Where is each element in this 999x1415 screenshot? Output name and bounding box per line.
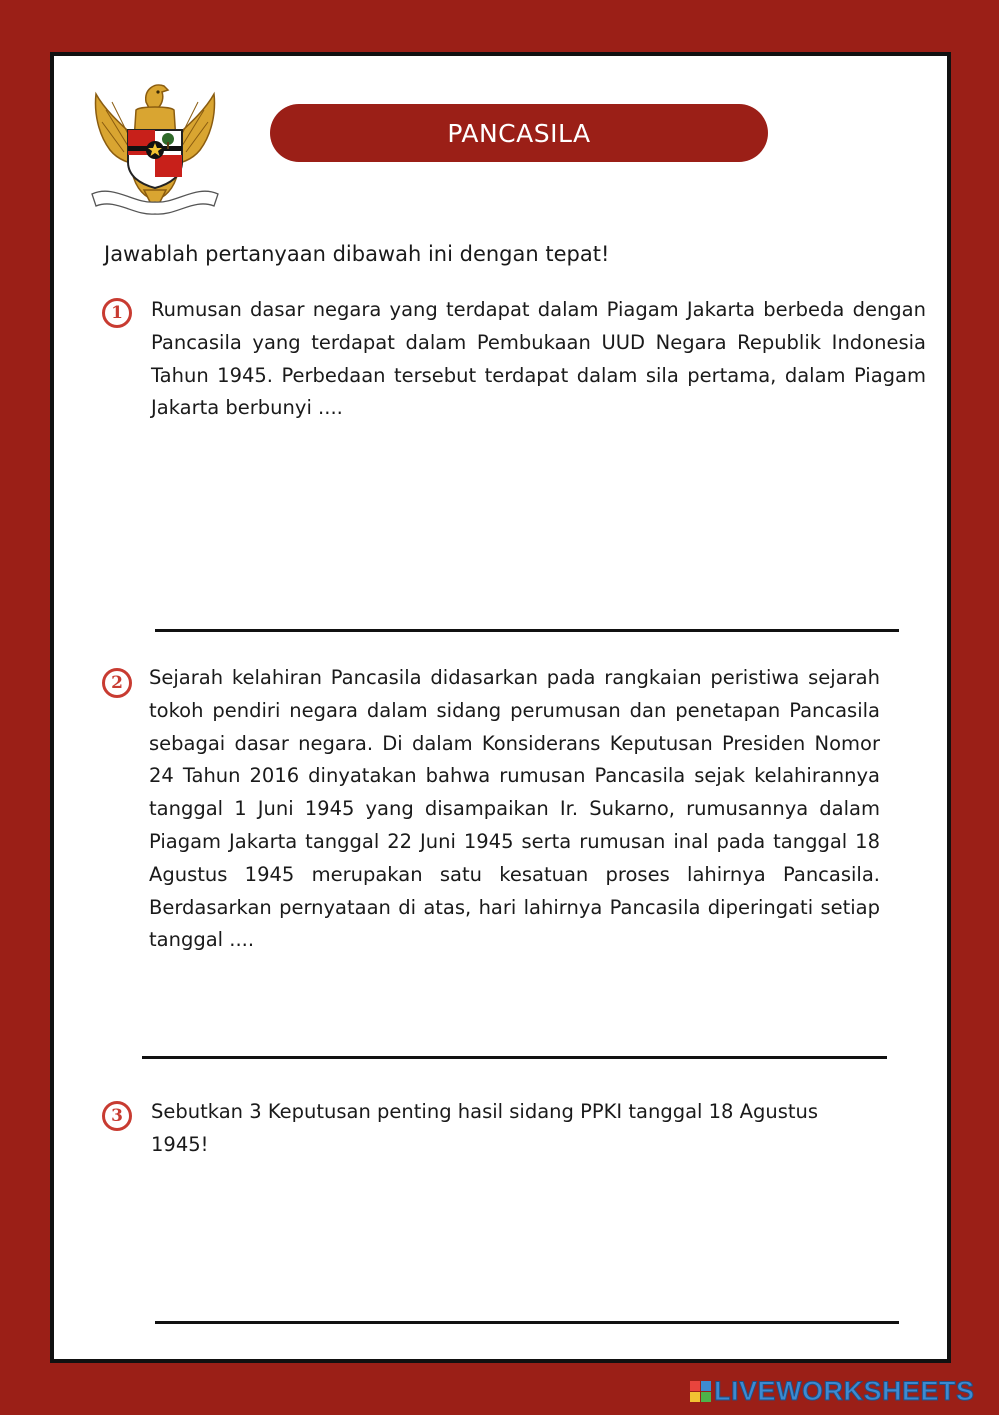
answer-input-1[interactable]: [155, 629, 899, 632]
garuda-pancasila-emblem: [84, 72, 226, 222]
question-2-text: Sejarah kelahiran Pancasila didasarkan pada rangkaian peristiwa sejarah tokoh pendiri negara dalam sidang perumusan dan penetapan Pancasila sebagai dasar negara. Di dalam Konsiderans Keputusan Presiden Nomor 24 Tahun 2016 dinyatakan bahwa rumusan Pancasila sejak kelahirannya tanggal 1 Juni 1945 yang disampaikan Ir. Sukarno, rumusannya dalam Piagam Jakarta tanggal 22 Juni 1945 serta rumusan inal pada tanggal 18 Agustus 1945 merupakan satu kesatuan proses lahirnya Pancasila. Berdasarkan pernyataan di atas, hari lahirnya Pancasila diperingati setiap tanggal ....: [149, 666, 880, 952]
instruction-text: Jawablah pertanyaan dibawah ini dengan tepat!: [104, 242, 610, 266]
liveworksheets-logo[interactable]: [690, 1376, 975, 1407]
question-number-badge: 1: [102, 298, 132, 328]
brand-name: LIVEWORKSHEETS: [714, 1376, 975, 1406]
question-number-badge: 3: [102, 1101, 132, 1131]
page-title: PANCASILA: [270, 104, 768, 162]
question-number-badge: 2: [102, 668, 132, 698]
question-3-text: Sebutkan 3 Keputusan penting hasil sidang PPKI tanggal 18 Agustus 1945!: [151, 1100, 819, 1156]
answer-input-2[interactable]: [142, 1056, 887, 1059]
worksheet-page: [50, 52, 951, 1363]
question-1-text: Rumusan dasar negara yang terdapat dalam Piagam Jakarta berbeda dengan Pancasila yang terdapat dalam Pembukaan UUD Negara Republik Indonesia Tahun 1945. Perbedaan tersebut terdapat dalam sila pertama, dalam Piagam Jakarta berbunyi ....: [151, 298, 926, 420]
answer-input-3[interactable]: [155, 1321, 899, 1324]
logo-cubes-icon: [690, 1381, 711, 1402]
